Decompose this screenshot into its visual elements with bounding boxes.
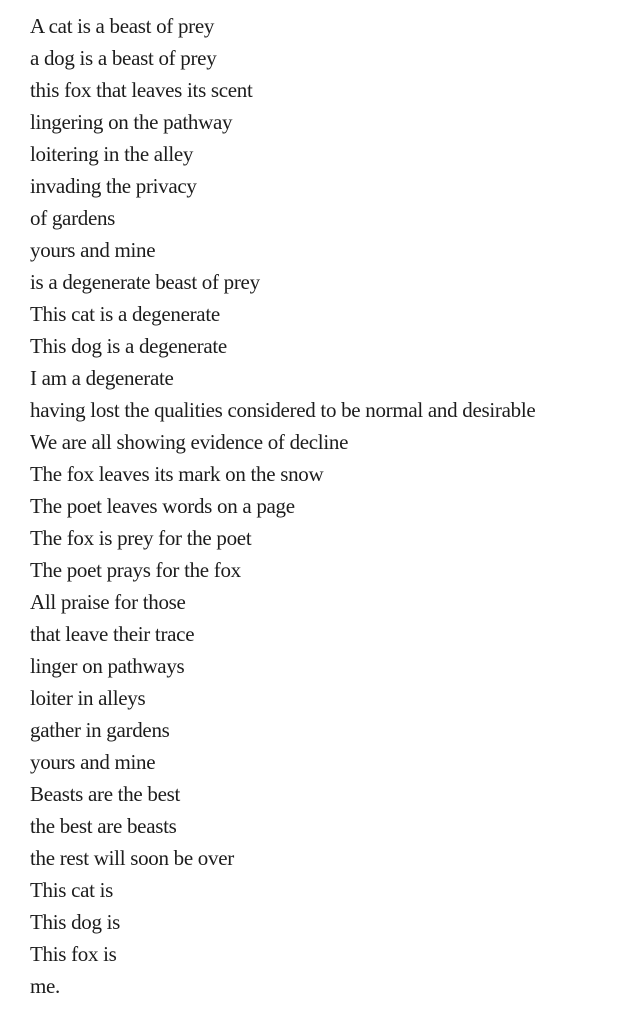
poem-line: a dog is a beast of prey (30, 46, 217, 70)
poem-line: The poet prays for the fox (30, 558, 241, 582)
poem-line: this fox that leaves its scent (30, 78, 253, 102)
poem-line: gather in gardens (30, 718, 170, 742)
poem-line: loiter in alleys (30, 686, 146, 710)
poem-line: yours and mine (30, 238, 156, 262)
poem-line: This cat is a degenerate (30, 302, 220, 326)
poem-line: The fox is prey for the poet (30, 526, 252, 550)
poem-line: This dog is (30, 910, 121, 934)
poem-line: This cat is (30, 878, 114, 902)
poem-line: me. (30, 974, 61, 998)
poem-line: Beasts are the best (30, 782, 180, 806)
poem-line: having lost the qualities considered to be normal and desirable (30, 398, 536, 422)
poem-line: I am a degenerate (30, 366, 174, 390)
poem-line: invading the privacy (30, 174, 197, 198)
poem-line: A cat is a beast of prey (30, 14, 215, 38)
poem-line: This dog is a degenerate (30, 334, 227, 358)
poem-text (30, 10, 636, 1002)
poem-line: We are all showing evidence of decline (30, 430, 349, 454)
poem-line: yours and mine (30, 750, 156, 774)
poem-line: of gardens (30, 206, 116, 230)
poem-line: lingering on the pathway (30, 110, 233, 134)
poem-line: that leave their trace (30, 622, 195, 646)
poem-line: The fox leaves its mark on the snow (30, 462, 324, 486)
poem-line: is a degenerate beast of prey (30, 270, 260, 294)
poem-line: the best are beasts (30, 814, 177, 838)
poem-line: The poet leaves words on a page (30, 494, 295, 518)
poem-line: loitering in the alley (30, 142, 194, 166)
poem-line: the rest will soon be over (30, 846, 234, 870)
poem-line: This fox is (30, 942, 117, 966)
poem-line: All praise for those (30, 590, 186, 614)
poem-line: linger on pathways (30, 654, 185, 678)
